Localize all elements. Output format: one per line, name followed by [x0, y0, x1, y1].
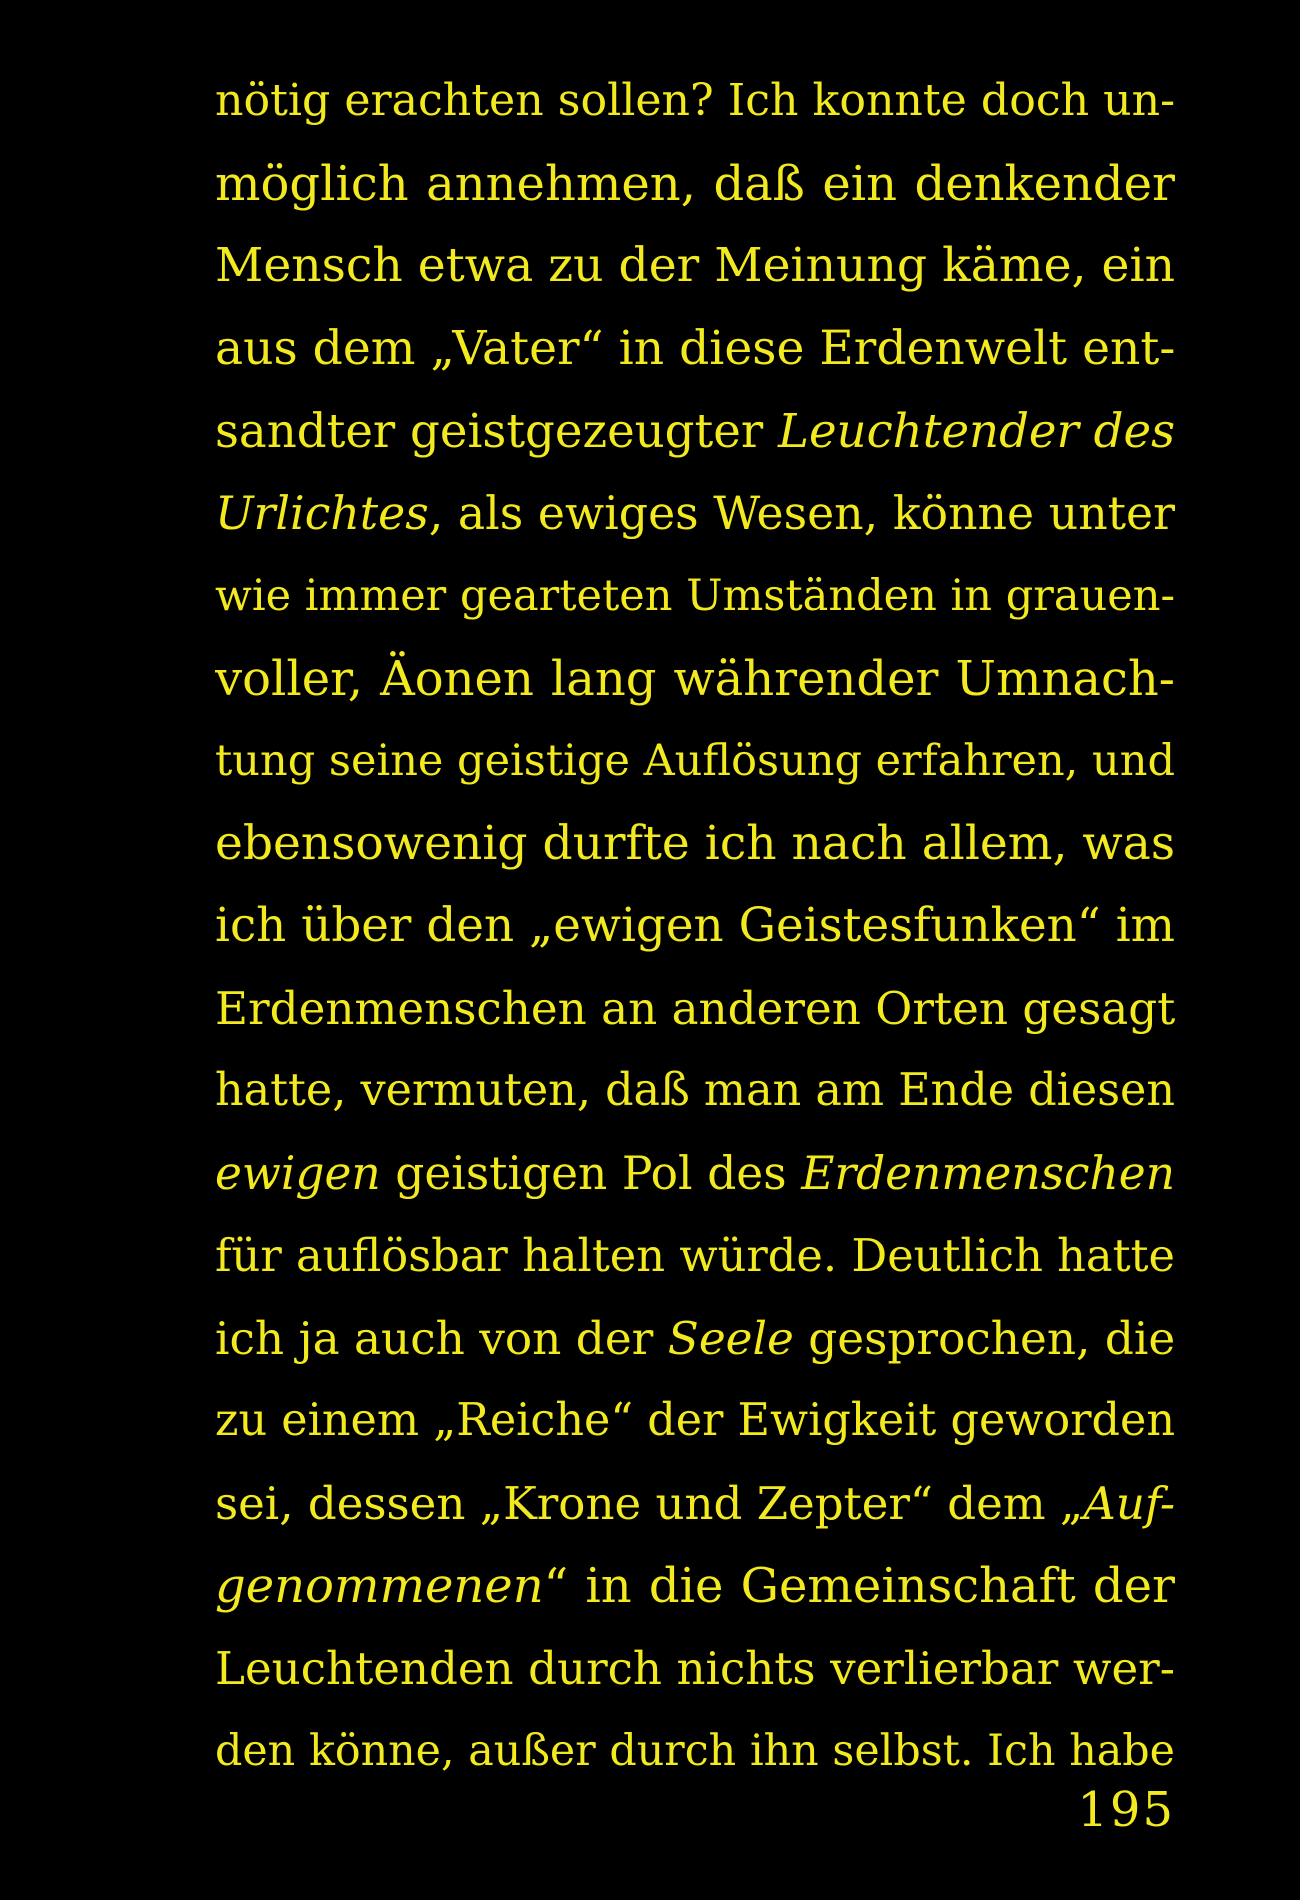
italic-text-segment: genommenen: [215, 1558, 544, 1614]
text-line: [215, 1050, 1175, 1133]
text-segment: tung seine geistige Auflösung erfahren, und: [215, 736, 1175, 786]
italic-text-segment: Erdenmenschen: [801, 1146, 1175, 1200]
text-segment: zu einem „Reiche“ der Ewigkeit geworden: [215, 1395, 1175, 1446]
italic-text-segment: Urlichtes: [215, 486, 429, 540]
italic-text-segment: Seele: [667, 1311, 794, 1365]
text-line: [215, 1133, 1175, 1216]
text-segment: den könne, außer durch ihn selbst. Ich habe: [215, 1726, 1175, 1776]
text-line: [215, 968, 1175, 1051]
text-segment: ich über den „ewigen Geistesfunken“ im: [215, 899, 1175, 953]
text-line: [215, 225, 1175, 308]
page-number: 195: [1077, 1782, 1175, 1838]
text-line: [215, 1215, 1175, 1298]
text-line: [215, 638, 1175, 721]
text-segment: voller, Äonen lang währender Umnach-: [215, 650, 1175, 707]
text-segment: ebensowenig durfte ich nach allem, was: [215, 815, 1175, 871]
text-line: [215, 720, 1175, 803]
text-line: [215, 885, 1175, 968]
text-segment: wie immer gearteten Umständen in grauen-: [215, 571, 1175, 621]
text-line: [215, 555, 1175, 638]
text-segment: Erdenmenschen an anderen Orten gesagt: [215, 981, 1175, 1035]
text-line: [215, 803, 1175, 886]
italic-text-segment: Auf-: [1083, 1476, 1175, 1530]
text-line: [215, 473, 1175, 556]
italic-text-segment: ewigen: [215, 1146, 381, 1200]
text-segment: aus dem „Vater“ in diese Erdenwelt ent-: [215, 320, 1175, 376]
text-segment: sandter geistgezeugter: [215, 404, 778, 458]
text-segment: Mensch etwa zu der Meinung käme, ein: [215, 238, 1175, 293]
body-text: [215, 60, 1175, 1793]
text-line: [215, 1628, 1175, 1711]
text-segment: , als ewiges Wesen, könne unter: [428, 486, 1175, 540]
text-segment: für auflösbar halten würde. Deutlich hatte: [215, 1229, 1175, 1282]
text-segment: “ in die Gemeinschaft der: [543, 1558, 1175, 1614]
text-segment: nötig erachten sollen? Ich konnte doch un-: [215, 75, 1175, 126]
text-line: [215, 1545, 1175, 1628]
text-line: [215, 1380, 1175, 1463]
text-segment: Leuchtenden durch nichts verlierbar wer-: [215, 1641, 1175, 1695]
text-line: [215, 1298, 1175, 1381]
text-segment: gesprochen, die: [793, 1311, 1175, 1365]
text-line: [215, 143, 1175, 226]
text-line: [215, 308, 1175, 391]
text-segment: möglich annehmen, daß ein denkender: [215, 155, 1175, 212]
text-line: [215, 1463, 1175, 1546]
text-segment: geistigen Pol des: [380, 1146, 802, 1200]
text-line: [215, 60, 1175, 143]
text-line: [215, 1710, 1175, 1793]
text-line: [215, 390, 1175, 473]
text-segment: ich ja auch von der: [215, 1311, 668, 1365]
text-segment: hatte, vermuten, daß man am Ende diesen: [215, 1065, 1175, 1116]
text-segment: sei, dessen „Krone und Zepter“ dem „: [215, 1476, 1084, 1530]
italic-text-segment: Leuchtender des: [777, 404, 1175, 458]
